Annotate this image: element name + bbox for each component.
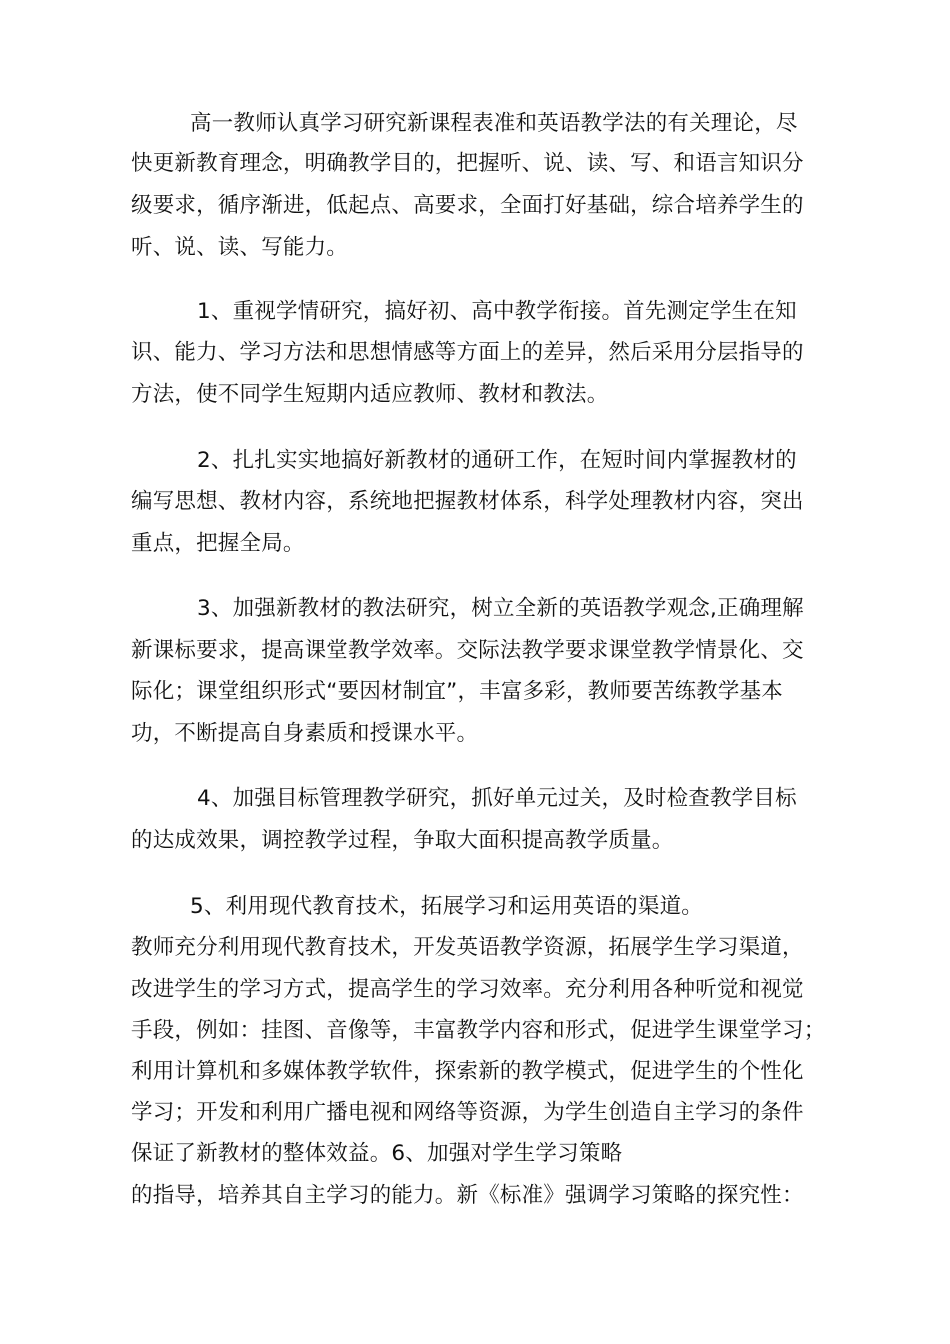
text-line: 级要求，循序渐进，低起点、高要求，全面打好基础，综合培养学生的 — [131, 193, 804, 218]
text-line: 教师充分利用现代教育技术，开发英语教学资源，拓展学生学习渠道， — [131, 935, 804, 960]
text-line: 识、能力、学习方法和思想情感等方面上的差异，然后采用分层指导的 — [131, 340, 804, 365]
text-line: 保证了新教材的整体效益。6、加强对学生学习策略 — [131, 1141, 623, 1166]
text-line: 5、利用现代教育技术，拓展学习和运用英语的渠道。 — [190, 894, 703, 919]
text-line: 的指导，培养其自主学习的能力。新《标准》强调学习策略的探究性： — [131, 1183, 804, 1208]
text-line: 编写思想、教材内容，系统地把握教材体系，科学处理教材内容，突出 — [131, 489, 804, 514]
text-line: 改进学生的学习方式，提高学生的学习效率。充分利用各种听觉和视觉 — [131, 977, 804, 1002]
text-line: 4、加强目标管理教学研究，抓好单元过关，及时检查教学目标 — [197, 786, 797, 811]
text-line: 方法，使不同学生短期内适应教师、教材和教法。 — [131, 382, 609, 407]
text-line: 重点，把握全局。 — [131, 531, 305, 556]
text-line: 3、加强新教材的教法研究，树立全新的英语教学观念,正确理解 — [197, 596, 804, 621]
text-line: 手段，例如：挂图、音像等，丰富教学内容和形式，促进学生课堂学习； — [131, 1018, 826, 1043]
text-line: 新课标要求，提高课堂教学效率。交际法教学要求课堂教学情景化、交 — [131, 638, 804, 663]
text-line: 高一教师认真学习研究新课程表准和英语教学法的有关理论，尽 — [190, 111, 798, 136]
text-line: 际化；课堂组织形式“要因材制宜”，丰富多彩，教师要苦练教学基本 — [131, 679, 783, 704]
text-line: 学习；开发和利用广播电视和网络等资源，为学生创造自主学习的条件 — [131, 1100, 804, 1125]
text-line: 听、说、读、写能力。 — [131, 235, 349, 260]
text-line: 1、重视学情研究，搞好初、高中教学衔接。首先测定学生在知 — [197, 299, 797, 324]
text-line: 快更新教育理念，明确教学目的，把握听、说、读、写、和语言知识分 — [131, 151, 804, 176]
text-line: 2、扎扎实实地搞好新教材的通研工作，在短时间内掌握教材的 — [197, 448, 797, 473]
text-line: 功，不断提高自身素质和授课水平。 — [131, 721, 479, 746]
text-line: 利用计算机和多媒体教学软件，探索新的教学模式，促进学生的个性化 — [131, 1059, 804, 1084]
text-line: 的达成效果，调控教学过程，争取大面积提高教学质量。 — [131, 828, 674, 853]
